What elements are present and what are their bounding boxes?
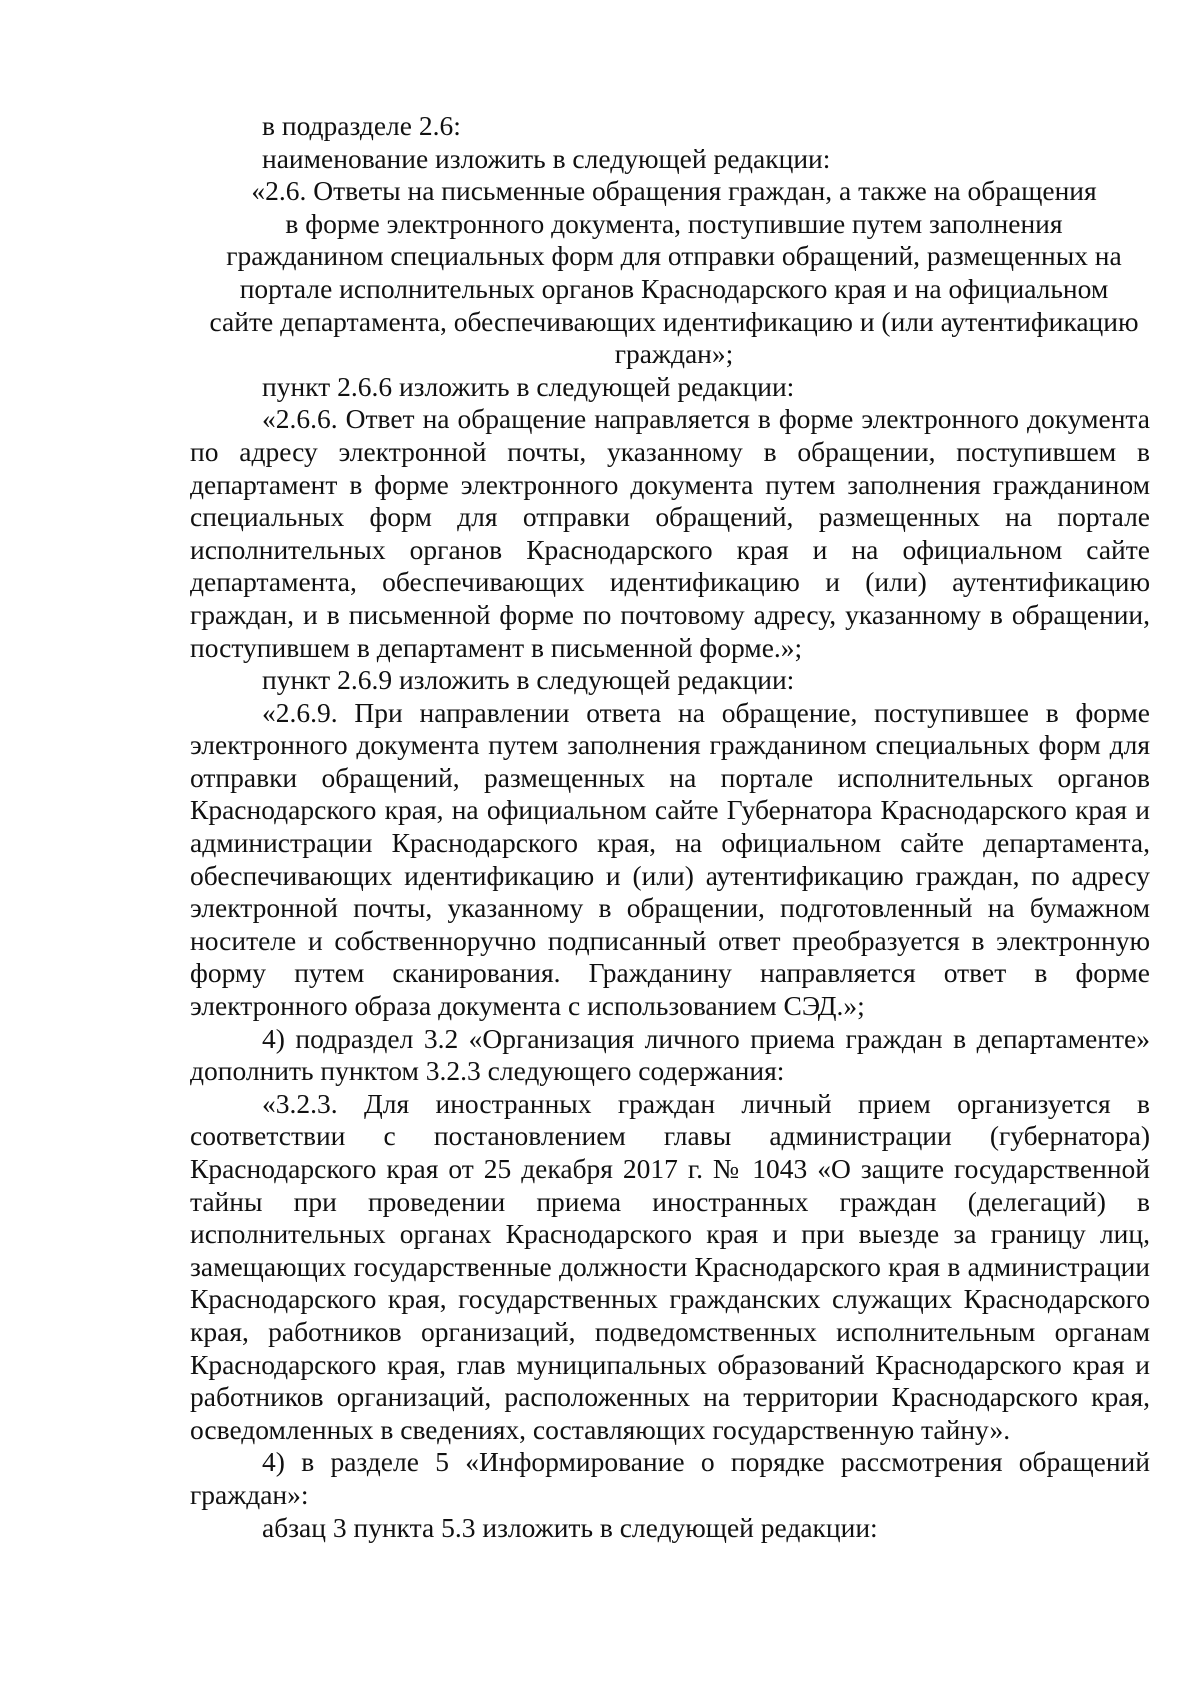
paragraph-item-269-instruction: пункт 2.6.9 изложить в следующей редакции: — [262, 664, 795, 696]
heading-line: сайте департамента, обеспечивающих идентификацию и (или аутентификацию — [209, 305, 1139, 337]
paragraph-name-instruction: наименование изложить в следующей редакции: — [262, 142, 831, 174]
heading-line: «2.6. Ответы на письменные обращения граждан, а также на обращения — [251, 175, 1097, 207]
paragraph-subsection-intro: в подразделе 2.6: — [262, 110, 461, 141]
subsection-heading-quote — [190, 175, 1150, 371]
heading-line: гражданином специальных форм для отправки обращений, размещенных на — [226, 240, 1122, 272]
paragraph-item-266-text: «2.6.6. Ответ на обращение направляется в форме электронного документа по адресу электронной почты, указанному в обращении, поступившем в департамент в форме электронного документа путем заполнения гражданином специальных форм для отправки обращений, размещенных на портале исполнительных органов Краснодарского края и на официальном сайте департамента, обеспечивающих идентификацию и (или) аутентификацию граждан, и в письменной форме по почтовому адресу, указанному в обращении, поступившем в департамент в письменной форме.»; — [190, 403, 1150, 663]
paragraph-section-5-instruction: 4) в разделе 5 «Информирование о порядке рассмотрения обращений граждан»: — [190, 1446, 1150, 1510]
heading-line: портале исполнительных органов Краснодарского края и на официальном — [239, 272, 1109, 304]
paragraph-item-53-instruction: абзац 3 пункта 5.3 изложить в следующей редакции: — [262, 1511, 878, 1543]
paragraph-subsection-32-instruction: 4) подраздел 3.2 «Организация личного приема граждан в департаменте» дополнить пунктом 3.2.3 следующего содержания: — [190, 1022, 1150, 1087]
heading-line: в форме электронного документа, поступившие путем заполнения — [285, 207, 1063, 239]
paragraph-item-323-text: «3.2.3. Для иностранных граждан личный прием организуется в соответствии с постановлением главы администрации (губернатора) Краснодарского края от 25 декабря 2017 г. № 1043 «О защите государственной тайны при проведении приема иностранных граждан (делегаций) в исполнительных органах Краснодарского края и при выезде за границу лиц, замещающих государственные должности Краснодарского края в администрации Краснодарского края, государственных гражданских служащих Краснодарского края, работников организаций, подведомственных исполнительным органам Краснодарского края, глав муниципальных образований Краснодарского края и работников организаций, расположенных на территории Краснодарского края, осведомленных в сведениях, составляющих государственную тайну». — [190, 1087, 1150, 1445]
heading-line: граждан»; — [614, 338, 734, 370]
paragraph-item-266-instruction: пункт 2.6.6 изложить в следующей редакции: — [262, 370, 795, 402]
document-body — [190, 110, 1150, 1544]
paragraph-item-269-text: «2.6.9. При направлении ответа на обращение, поступившее в форме электронного документа путем заполнения гражданином специальных форм для отправки обращений, размещенных на портале исполнительных органов Краснодарского края, на официальном сайте Губернатора Краснодарского края и администрации Краснодарского края, на официальном сайте департамента, обеспечивающих идентификацию и (или) аутентификацию граждан, по адресу электронной почты, указанному в обращении, подготовленный на бумажном носителе и собственноручно подписанный ответ преобразуется в электронную форму путем сканирования. Гражданину направляется ответ в форме электронного образа документа с использованием СЭД.»; — [190, 696, 1150, 1022]
